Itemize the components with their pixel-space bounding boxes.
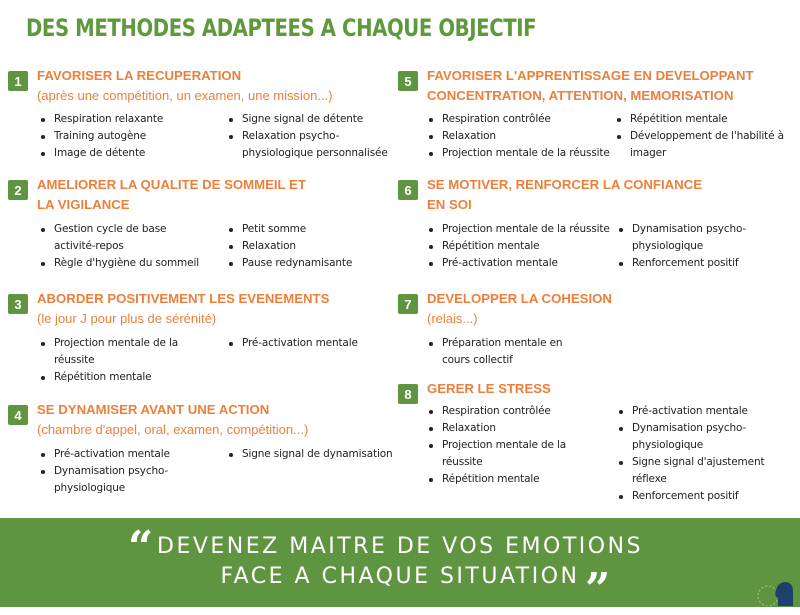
list-item: Dynamisation psycho-physiologique bbox=[40, 463, 184, 497]
list-item: Règle d'hygiène du sommeil bbox=[40, 255, 220, 272]
section-1-list-left bbox=[40, 111, 220, 162]
list-item: Image de détente bbox=[40, 145, 220, 162]
section-8-list-left bbox=[428, 403, 593, 488]
list-item: Relaxation bbox=[428, 128, 613, 145]
section-7-title: DEVELOPPER LA COHESION bbox=[427, 291, 612, 306]
section-2-title: AMELIORER LA QUALITE DE SOMMEIL ET LA VIGILANCE bbox=[37, 177, 306, 212]
list-item: Pré-activation mentale bbox=[428, 255, 618, 272]
footer-line-2: FACE A CHAQUE SITUATION bbox=[220, 564, 580, 589]
section-7-list-left bbox=[428, 335, 578, 369]
section-2-badge: 2 bbox=[8, 180, 28, 200]
section-4-list-right bbox=[228, 446, 403, 463]
list-item: Répétition mentale bbox=[428, 471, 593, 488]
open-quote-icon: “ bbox=[128, 522, 154, 573]
list-item: Signe signal de dynamisation bbox=[228, 446, 403, 463]
list-item: Relaxation bbox=[428, 420, 593, 437]
list-item: Respiration contrôlée bbox=[428, 111, 613, 128]
section-8-title: GERER LE STRESS bbox=[427, 381, 551, 396]
section-4-badge: 4 bbox=[8, 405, 28, 425]
section-2-list-right bbox=[228, 221, 393, 272]
list-item: Respiration contrôlée bbox=[428, 403, 593, 420]
section-1-subtitle: (après une compétition, un examen, une mission...) bbox=[37, 88, 333, 103]
list-item: Gestion cycle de base activité-repos bbox=[40, 221, 204, 255]
list-item: Renforcement positif bbox=[618, 255, 753, 272]
section-3-list-right bbox=[228, 335, 393, 352]
list-item: Répétition mentale bbox=[616, 111, 786, 128]
list-item: Renforcement positif bbox=[618, 488, 773, 505]
list-item: Training autogène bbox=[40, 128, 220, 145]
list-item: Pré-activation mentale bbox=[228, 335, 393, 352]
list-item: Projection mentale de la réussite bbox=[40, 335, 200, 369]
list-item: Dynamisation psycho-physiologique bbox=[618, 420, 773, 454]
section-6-list-left bbox=[428, 221, 618, 272]
section-4-subtitle: (chambre d'appel, oral, examen, compétition...) bbox=[37, 422, 309, 437]
section-4-list-left bbox=[40, 446, 200, 497]
section-6-badge: 6 bbox=[398, 180, 418, 200]
list-item: Projection mentale de la réussite bbox=[428, 145, 613, 162]
footer-banner bbox=[0, 518, 800, 615]
page-title: DES METHODES ADAPTEES A CHAQUE OBJECTIF bbox=[26, 14, 537, 42]
section-7-subtitle: (relais...) bbox=[427, 311, 478, 326]
list-item: Signe signal d'ajustement réflexe bbox=[618, 454, 773, 488]
list-item: Projection mentale de la réussite bbox=[428, 437, 593, 471]
section-3-subtitle: (le jour J pour plus de sérénité) bbox=[37, 311, 217, 326]
section-3-title: ABORDER POSITIVEMENT LES EVENEMENTS bbox=[37, 291, 330, 306]
section-5-list-left bbox=[428, 111, 613, 162]
section-5-list-right bbox=[616, 111, 786, 162]
list-item: Pré-activation mentale bbox=[40, 446, 200, 463]
section-6-title: SE MOTIVER, RENFORCER LA CONFIANCE EN SOI bbox=[427, 177, 702, 212]
list-item: Projection mentale de la réussite bbox=[428, 221, 618, 238]
list-item: Pause redynamisante bbox=[228, 255, 393, 272]
footer-line-1: DEVENEZ MAITRE DE VOS EMOTIONS bbox=[157, 534, 643, 559]
list-item: Petit somme bbox=[228, 221, 393, 238]
section-2-list-left bbox=[40, 221, 220, 272]
section-6-list-right bbox=[618, 221, 753, 272]
section-7-badge: 7 bbox=[398, 294, 418, 314]
list-item: Répétition mentale bbox=[428, 238, 618, 255]
close-quote-icon: ” bbox=[585, 564, 611, 615]
list-item: Répétition mentale bbox=[40, 369, 200, 386]
section-3-badge: 3 bbox=[8, 294, 28, 314]
list-item: Préparation mentale en cours collectif bbox=[428, 335, 578, 369]
section-1-badge: 1 bbox=[8, 71, 28, 91]
section-3-list-left bbox=[40, 335, 200, 386]
list-item: Signe signal de détente bbox=[228, 111, 393, 128]
list-item: Relaxation psycho-physiologique personnalisée bbox=[228, 128, 393, 162]
list-item: Relaxation bbox=[228, 238, 393, 255]
list-item: Respiration relaxante bbox=[40, 111, 220, 128]
section-8-list-right bbox=[618, 403, 773, 505]
list-item: Pré-activation mentale bbox=[618, 403, 773, 420]
section-4-title: SE DYNAMISER AVANT UNE ACTION bbox=[37, 402, 270, 417]
list-item: Dynamisation psycho-physiologique bbox=[618, 221, 753, 255]
section-5-badge: 5 bbox=[398, 71, 418, 91]
section-5-title: FAVORISER L'APPRENTISSAGE EN DEVELOPPANT CONCENTRATION, ATTENTION, MEMORISATION bbox=[427, 68, 754, 103]
section-1-title: FAVORISER LA RECUPERATION bbox=[37, 68, 242, 83]
list-item: Développement de l'habilité à imager bbox=[616, 128, 786, 162]
section-8-badge: 8 bbox=[398, 384, 418, 404]
head-logo-icon bbox=[756, 576, 794, 606]
section-1-list-right bbox=[228, 111, 393, 162]
